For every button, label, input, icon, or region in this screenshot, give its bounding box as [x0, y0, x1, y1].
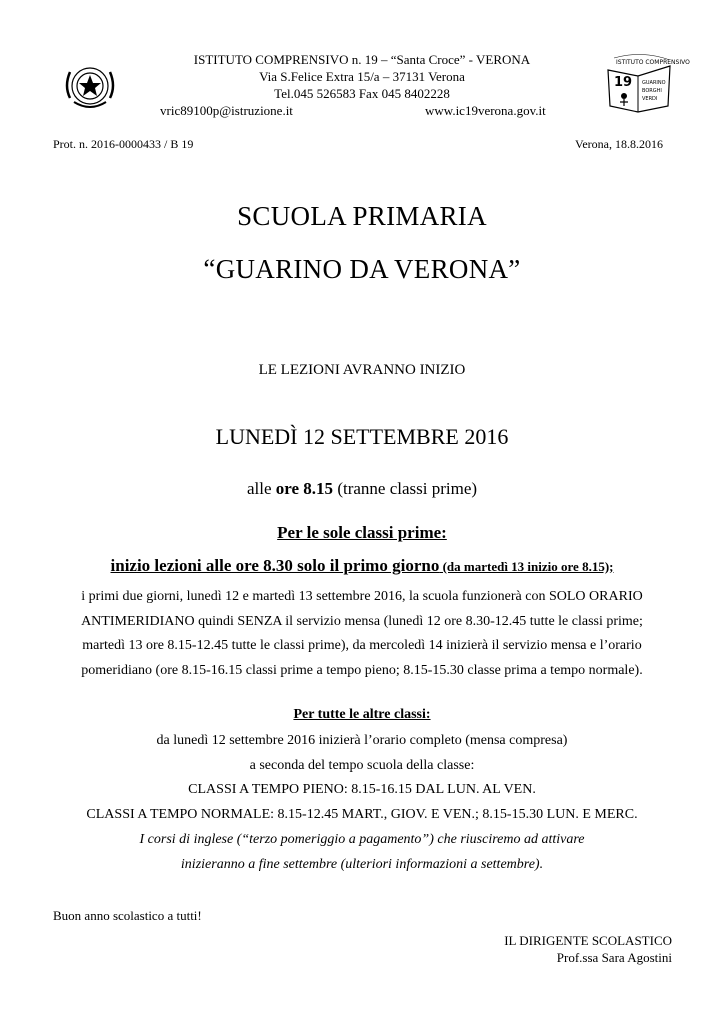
svg-text:BORGHI: BORGHI	[642, 88, 662, 94]
school-name: ISTITUTO COMPRENSIVO n. 19 – “Santa Croce” - VERONA	[193, 52, 531, 67]
prime-text-line: martedì 13 ore 8.15-12.45 tutte le classi prime), da mercoledì 14 inizierà il servizio mensa e l’orario	[82, 638, 642, 653]
other-classes-line: a seconda del tempo scuola della classe:	[249, 758, 475, 773]
english-courses-line: I corsi di inglese (“terzo pomeriggio a pagamento”) che riusciremo ad attivare	[139, 832, 585, 847]
start-time-suffix: (tranne classi prime)	[333, 479, 478, 498]
document-date: Verona, 18.8.2016	[575, 137, 663, 151]
svg-text:19: 19	[614, 75, 633, 90]
school-title: “GUARINO DA VERONA”	[203, 254, 521, 284]
announcement-intro: LE LEZIONI AVRANNO INIZIO	[258, 362, 466, 378]
page-title: SCUOLA PRIMARIA	[237, 201, 487, 231]
prime-heading: Per le sole classi prime:	[277, 523, 447, 542]
start-time-value: ore 8.15	[275, 479, 334, 498]
school-address: Via S.Felice Extra 15/a – 37131 Verona	[259, 69, 465, 84]
svg-text:ISTITUTO COMPRENSIVO: ISTITUTO COMPRENSIVO	[616, 59, 690, 66]
closing-greeting: Buon anno scolastico a tutti!	[53, 908, 202, 923]
prime-text-line: ANTIMERIDIANO quindi SENZA il servizio mensa (lunedì 12 ore 8.30-12.45 tutte le classi prime;	[81, 614, 643, 629]
prime-start-note: (da martedì 13 inizio ore 8.15);	[439, 559, 614, 574]
prime-text-line: pomeridiano (ore 8.15-16.15 classi prime a tempo pieno; 8.15-15.30 classe prima a tempo normale).	[81, 663, 643, 678]
start-time-prefix: alle	[246, 479, 276, 498]
other-classes-heading: Per tutte le altre classi:	[293, 707, 431, 722]
prime-start-line	[0, 556, 724, 576]
signer-role: IL DIRIGENTE SCOLASTICO	[504, 933, 672, 948]
prime-start-main: inizio lezioni alle ore 8.30 solo il primo giorno	[110, 556, 440, 575]
start-date: LUNEDÌ 12 SETTEMBRE 2016	[215, 424, 509, 449]
school-email: vric89100p@istruzione.it	[160, 103, 293, 118]
svg-text:GUARINO: GUARINO	[642, 80, 666, 86]
start-time	[0, 479, 724, 499]
school-phone-fax: Tel.045 526583 Fax 045 8402228	[274, 86, 450, 101]
other-classes-line: CLASSI A TEMPO NORMALE: 8.15-12.45 MART., GIOV. E VEN.; 8.15-15.30 LUN. E MERC.	[86, 807, 638, 822]
protocol-number: Prot. n. 2016-0000433 / B 19	[53, 137, 194, 151]
other-classes-line: CLASSI A TEMPO PIENO: 8.15-16.15 DAL LUN. AL VEN.	[188, 782, 536, 797]
svg-text:VERDI: VERDI	[642, 96, 658, 102]
other-classes-line: da lunedì 12 settembre 2016 inizierà l’orario completo (mensa compresa)	[156, 733, 568, 748]
signer-name: Prof.ssa Sara Agostini	[556, 950, 672, 965]
school-website: www.ic19verona.gov.it	[425, 103, 546, 118]
english-courses-line: inizieranno a fine settembre (ulteriori informazioni a settembre).	[180, 857, 544, 872]
prime-text-line: i primi due giorni, lunedì 12 e martedì 13 settembre 2016, la scuola funzionerà con SOLO ORARIO	[81, 589, 643, 604]
